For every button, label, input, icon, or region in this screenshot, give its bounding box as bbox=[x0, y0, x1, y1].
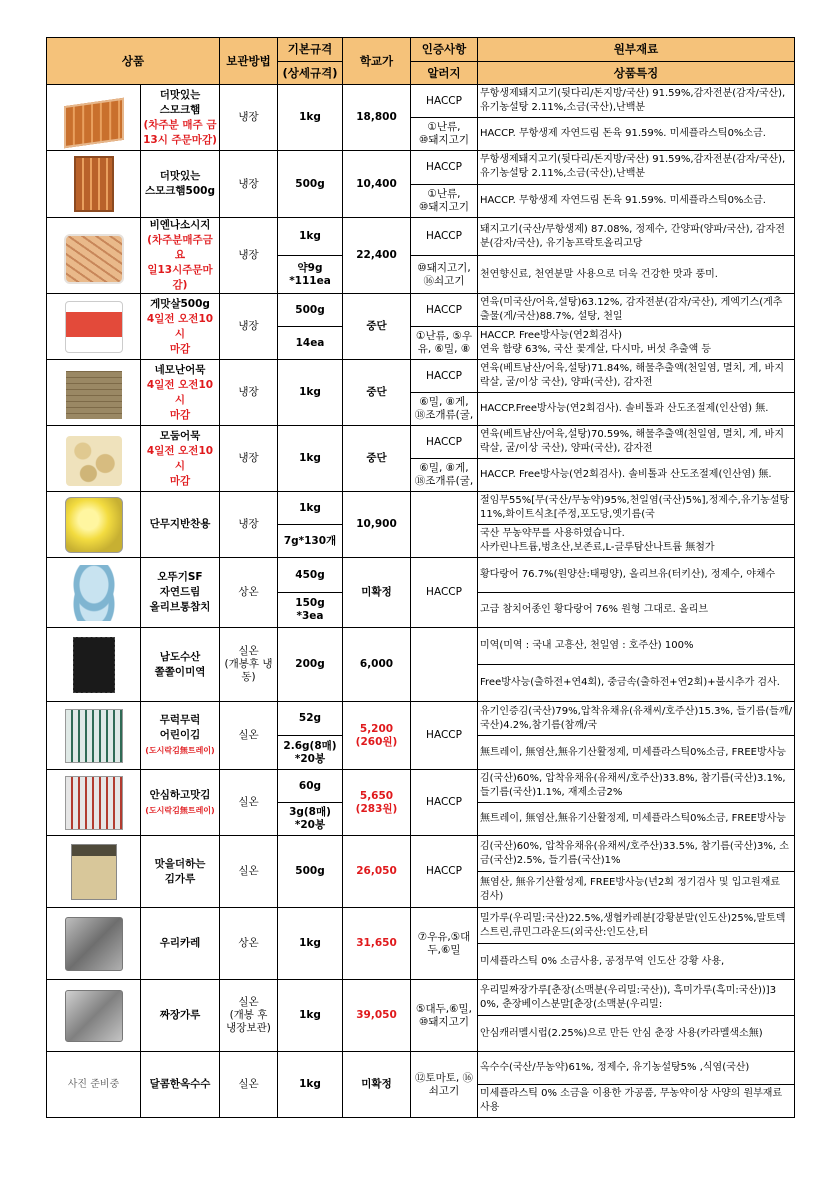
seasoned-laver-photo bbox=[65, 776, 123, 830]
material-cell: 연육(베트남산/어육,설탕)70.59%, 해물추출액(천일염, 멸치, 게, 바지락살, 굴/이상 국산), 양파(국산), 감자전 bbox=[478, 426, 795, 459]
spec-cell: 500g bbox=[278, 294, 343, 327]
price-cell: 중단 bbox=[343, 426, 411, 492]
material-cell: 돼지고기(국산/무항생제) 87.08%, 정제수, 간양파(양파/국산), 감자전분(감자/국산), 유기농프락토올리고당 bbox=[478, 218, 795, 256]
storage-cell: 냉장 bbox=[220, 360, 278, 426]
spec-detail-cell: 3g(8매) *20봉 bbox=[278, 803, 343, 836]
table-row bbox=[47, 1052, 795, 1085]
table-row bbox=[47, 218, 795, 256]
storage-cell: 냉장 bbox=[220, 218, 278, 294]
tray-note: (도시락김無트레이) bbox=[145, 746, 215, 755]
storage-cell: 냉장 bbox=[220, 151, 278, 218]
price-cell: 미확정 bbox=[343, 558, 411, 628]
table-row bbox=[47, 908, 795, 944]
table-row bbox=[47, 628, 795, 665]
material-cell: 황다랑어 76.7%(원양산:태평양), 올리브유(터키산), 정제수, 야채수 bbox=[478, 558, 795, 593]
table-row bbox=[47, 770, 795, 803]
assorted-fishcake-photo bbox=[66, 436, 122, 486]
spec-cell: 500g bbox=[278, 836, 343, 908]
allergy-cell: ⑫토마토, ⑯ 쇠고기 bbox=[411, 1052, 478, 1118]
product-photo bbox=[47, 558, 141, 628]
feature-cell: 미세플라스틱 0% 소금사용, 공정무역 인도산 강황 사용, bbox=[478, 944, 795, 980]
spec-cell: 1kg bbox=[278, 426, 343, 492]
cert-cell bbox=[411, 492, 478, 558]
product-photo bbox=[47, 628, 141, 702]
square-fishcake-photo bbox=[66, 371, 122, 419]
price-cell: 22,400 bbox=[343, 218, 411, 294]
spec-cell: 1kg bbox=[278, 218, 343, 256]
spec-detail-cell: 2.6g(8매) *20봉 bbox=[278, 736, 343, 770]
crab-stick-photo bbox=[65, 301, 123, 353]
cert-cell: HACCP bbox=[411, 360, 478, 393]
product-photo bbox=[47, 702, 141, 770]
material-cell: 우리밀짜장가루[춘장(소맥분(우리밀:국산)), 흑미가루(흑미:국산))]30%, 춘장베이스분말[춘장(소맥분(우리밀: bbox=[478, 980, 795, 1016]
order-deadline-note: 4일전 오전10시 마감 bbox=[146, 312, 214, 355]
storage-cell: 냉장 bbox=[220, 85, 278, 151]
spec-cell: 200g bbox=[278, 628, 343, 702]
header-storage: 보관방법 bbox=[220, 38, 278, 85]
feature-cell: HACCP. Free방사능(연2회검사) 연육 함량 63%, 국산 꽃게살, 다시마, 버섯 추출액 등 bbox=[478, 327, 795, 360]
price-cell: 10,900 bbox=[343, 492, 411, 558]
cert-cell: HACCP bbox=[411, 151, 478, 185]
header-price: 학교가 bbox=[343, 38, 411, 85]
feature-cell: 천연향신료, 천연분말 사용으로 더욱 건강한 맛과 풍미. bbox=[478, 256, 795, 294]
table-row bbox=[47, 426, 795, 459]
allergy-cell: ⑦우유,⑤대두,⑥밀 bbox=[411, 908, 478, 980]
feature-cell: HACCP. Free방사능(연2회검사). 솔비톨과 산도조절제(인산염) 無. bbox=[478, 459, 795, 492]
product-photo bbox=[47, 294, 141, 360]
curry-pouch-photo bbox=[65, 917, 123, 971]
storage-cell: 실온 bbox=[220, 770, 278, 836]
price-cell: 미확정 bbox=[343, 1052, 411, 1118]
sausage-photo bbox=[64, 234, 124, 284]
material-cell: 무항생제돼지고기(뒷다리/돈지방/국산) 91.59%,감자전분(감자/국산),유기농설탕 2.11%,소금(국산),난백분 bbox=[478, 85, 795, 118]
material-cell: 미역(미역 : 국내 고흥산, 천일염 : 호주산) 100% bbox=[478, 628, 795, 665]
product-photo bbox=[47, 770, 141, 836]
cert-cell bbox=[411, 628, 478, 702]
product-name: 오뚜기SF 자연드림 올리브통참치 bbox=[141, 558, 220, 628]
tuna-can-photo bbox=[66, 565, 122, 621]
product-photo bbox=[47, 360, 141, 426]
product-name: 더맛있는 스모크햄500g bbox=[141, 151, 220, 218]
table-row bbox=[47, 85, 795, 118]
product-name: 달콤한옥수수 bbox=[141, 1052, 220, 1118]
material-cell: 연육(미국산/어육,설탕)63.12%, 감자전분(감자/국산), 게엑기스(게추출물(게/국산)88.7%, 설탕, 천일 bbox=[478, 294, 795, 327]
price-cell: 31,650 bbox=[343, 908, 411, 980]
order-deadline-note: 4일전 오전10시 마감 bbox=[146, 378, 214, 421]
cert-cell: HACCP bbox=[411, 702, 478, 770]
order-deadline-note: (차주분 매주 금 13시 주문마감) bbox=[143, 118, 217, 146]
spec-cell: 1kg bbox=[278, 908, 343, 980]
product-name: 네모난어묵 bbox=[154, 363, 206, 376]
cert-cell: HACCP bbox=[411, 85, 478, 118]
spec-cell: 1kg bbox=[278, 360, 343, 426]
material-cell: 절임무55%[무(국산/무농약)95%,천일염(국산)5%],정제수,유기농설탕11%,화이트식초[주정,포도당,옛기름(국 bbox=[478, 492, 795, 525]
table-row bbox=[47, 360, 795, 393]
product-photo bbox=[47, 218, 141, 294]
allergy-cell: ①난류, ⑤우유, ⑥밀, ⑧ bbox=[411, 327, 478, 360]
cert-cell: HACCP bbox=[411, 836, 478, 908]
material-cell: 유기인증김(국산)79%,압착유채유(유채씨/호주산)15.3%, 들기름(들깨/국산)4.2%,참기름(참깨/국 bbox=[478, 702, 795, 736]
product-name: 남도수산 쫄쫄이미역 bbox=[141, 628, 220, 702]
product-name: 단무지반찬용 bbox=[141, 492, 220, 558]
header-spec: 기본규격 bbox=[278, 38, 343, 62]
spec-cell: 1kg bbox=[278, 492, 343, 525]
product-name: 더맛있는 스모크햄 bbox=[159, 88, 201, 116]
product-name: 짜장가루 bbox=[141, 980, 220, 1052]
feature-cell: 고급 참치어종인 황다랑어 76% 원형 그대로. 올리브 bbox=[478, 593, 795, 628]
feature-cell: 국산 무농약무를 사용하였습니다. 사카린나트륨,벙초산,보존료,L-글루탐산나트륨 無첨가 bbox=[478, 525, 795, 558]
feature-cell: HACCP.Free방사능(연2회검사). 솔비톨과 산도조절제(인산염) 無. bbox=[478, 393, 795, 426]
storage-cell: 상온 bbox=[220, 908, 278, 980]
storage-cell: 실온 (개봉후 냉동) bbox=[220, 628, 278, 702]
spec-cell: 1kg bbox=[278, 980, 343, 1052]
table-row bbox=[47, 702, 795, 736]
product-photo bbox=[47, 151, 141, 218]
cert-cell: HACCP bbox=[411, 426, 478, 459]
header-material: 원부재료 bbox=[478, 38, 795, 62]
allergy-cell: ⑩돼지고기, ⑯쇠고기 bbox=[411, 256, 478, 294]
feature-cell: HACCP. 무항생제 자연드림 돈육 91.59%. 미세플라스틱0%소금. bbox=[478, 184, 795, 218]
spec-detail-cell: 약9g *111ea bbox=[278, 256, 343, 294]
spec-cell: 52g bbox=[278, 702, 343, 736]
price-cell: 26,050 bbox=[343, 836, 411, 908]
header-allergy: 알러지 bbox=[411, 62, 478, 85]
feature-cell: 無염산, 無유기산활성제, FREE방사능(년2회 정기검사 및 입고원재료 검사) bbox=[478, 872, 795, 908]
product-photo bbox=[47, 980, 141, 1052]
spec-cell: 500g bbox=[278, 151, 343, 218]
allergy-cell: ⑤대두,⑥밀, ⑩돼지고기 bbox=[411, 980, 478, 1052]
table-row bbox=[47, 836, 795, 872]
price-cell: 5,650 (283원) bbox=[343, 770, 411, 836]
storage-cell: 상온 bbox=[220, 558, 278, 628]
storage-cell: 냉장 bbox=[220, 426, 278, 492]
allergy-cell: ⑥밀, ⑧게, ⑱조개류(굴, bbox=[411, 459, 478, 492]
material-cell: 연육(베트남산/어육,설탕)71.84%, 해물추출액(천일염, 멸치, 게, 바지락살, 굴/이상 국산), 양파(국산), 감자전 bbox=[478, 360, 795, 393]
header-cert: 인증사항 bbox=[411, 38, 478, 62]
feature-cell: HACCP. 무항생제 자연드림 돈육 91.59%. 미세플라스틱0%소금. bbox=[478, 118, 795, 151]
header-feature: 상품특징 bbox=[478, 62, 795, 85]
smoked-ham-500g-photo bbox=[74, 156, 114, 212]
price-cell: 39,050 bbox=[343, 980, 411, 1052]
price-cell: 중단 bbox=[343, 294, 411, 360]
price-cell: 5,200 (260원) bbox=[343, 702, 411, 770]
product-name: 맛을더하는 김가루 bbox=[141, 836, 220, 908]
spec-detail-cell: 150g *3ea bbox=[278, 593, 343, 628]
product-name: 안심하고맛김 bbox=[149, 788, 211, 801]
product-name: 무럭무럭 어린이김 bbox=[159, 714, 201, 741]
product-name: 비엔나소시지 bbox=[149, 219, 211, 231]
laver-flakes-photo bbox=[71, 844, 117, 900]
spec-cell: 1kg bbox=[278, 1052, 343, 1118]
storage-cell: 실온 bbox=[220, 1052, 278, 1118]
feature-cell: 안심캐러멜시럽(2.25%)으로 만든 안심 춘장 사용(카라멜색소無) bbox=[478, 1016, 795, 1052]
table-row bbox=[47, 980, 795, 1016]
table-row bbox=[47, 558, 795, 593]
photo-placeholder: 사진 준비중 bbox=[47, 1052, 141, 1118]
product-photo bbox=[47, 492, 141, 558]
feature-cell: 미세플라스틱 0% 소금을 이용한 가공품, 무농약이상 사양의 원부재료 사용 bbox=[478, 1085, 795, 1118]
price-cell: 10,400 bbox=[343, 151, 411, 218]
jjajang-pouch-photo bbox=[65, 990, 123, 1042]
price-cell: 6,000 bbox=[343, 628, 411, 702]
allergy-cell: ①난류, ⑩돼지고기 bbox=[411, 118, 478, 151]
material-cell: 밀가루(우리밀:국산)22.5%,생협카레분[강황분말(인도산)25%,말토덱스트린,큐민그라운드(외국산:인도산,터 bbox=[478, 908, 795, 944]
allergy-cell: ①난류, ⑩돼지고기 bbox=[411, 184, 478, 218]
table-row bbox=[47, 151, 795, 185]
allergy-cell: ⑥밀, ⑧게, ⑱조개류(굴, bbox=[411, 393, 478, 426]
cert-cell: HACCP bbox=[411, 770, 478, 836]
material-cell: 김(국산)60%, 압착유채유(유채씨/호주산)33.8%, 참기름(국산)3.1%, 들기름(국산)1.1%, 재제소금2% bbox=[478, 770, 795, 803]
feature-cell: 無트레이, 無염산,無유기산활정제, 미세플라스틱0%소금, FREE방사능 bbox=[478, 736, 795, 770]
kids-laver-photo bbox=[65, 709, 123, 763]
price-cell: 중단 bbox=[343, 360, 411, 426]
product-name: 모둠어묵 bbox=[159, 429, 201, 442]
spec-detail-cell: 7g*130개 bbox=[278, 525, 343, 558]
spec-cell: 60g bbox=[278, 770, 343, 803]
tray-note: (도시락김無트레이) bbox=[145, 805, 215, 815]
feature-cell: 無트레이, 無염산,無유기산활정제, 미세플라스틱0%소금, FREE방사능 bbox=[478, 803, 795, 836]
table-row bbox=[47, 492, 795, 525]
table-row bbox=[47, 294, 795, 327]
product-photo bbox=[47, 908, 141, 980]
storage-cell: 실온 (개봉 후 냉장보관) bbox=[220, 980, 278, 1052]
header-product: 상품 bbox=[47, 38, 220, 85]
storage-cell: 냉장 bbox=[220, 294, 278, 360]
product-photo bbox=[47, 836, 141, 908]
cert-cell: HACCP bbox=[411, 558, 478, 628]
product-photo bbox=[47, 426, 141, 492]
order-deadline-note: (차주분매주금요 일13시주문마감) bbox=[147, 234, 213, 291]
spec-cell: 450g bbox=[278, 558, 343, 593]
material-cell: 무항생제돼지고기(뒷다리/돈지방/국산) 91.59%,감자전분(감자/국산),유기농설탕 2.11%,소금(국산),난백분 bbox=[478, 151, 795, 185]
feature-cell: Free방사능(출하전+연4회), 중금속(출하전+연2회)+불시추가 검사. bbox=[478, 665, 795, 702]
material-cell: 옥수수(국산/무농약)61%, 정제수, 유기농설탕5% ,식염(국산) bbox=[478, 1052, 795, 1085]
product-name: 우리카레 bbox=[141, 908, 220, 980]
storage-cell: 실온 bbox=[220, 836, 278, 908]
material-cell: 김(국산)60%, 압착유채유(유채씨/호주산)33.5%, 참기름(국산)3%, 소금(국산)2.5%, 들기름(국산)1% bbox=[478, 836, 795, 872]
spec-detail-cell: 14ea bbox=[278, 327, 343, 360]
order-deadline-note: 4일전 오전10시 마감 bbox=[146, 444, 214, 487]
header-spec-sub: (상세규격) bbox=[278, 62, 343, 85]
spec-cell: 1kg bbox=[278, 85, 343, 151]
product-table bbox=[46, 37, 795, 1118]
product-photo bbox=[47, 85, 141, 151]
cert-cell: HACCP bbox=[411, 218, 478, 256]
product-name: 게맛살500g bbox=[150, 297, 210, 310]
pickled-radish-photo bbox=[65, 497, 123, 553]
seaweed-photo bbox=[73, 637, 115, 693]
price-cell: 18,800 bbox=[343, 85, 411, 151]
storage-cell: 실온 bbox=[220, 702, 278, 770]
smoked-ham-photo bbox=[64, 97, 124, 147]
cert-cell: HACCP bbox=[411, 294, 478, 327]
storage-cell: 냉장 bbox=[220, 492, 278, 558]
